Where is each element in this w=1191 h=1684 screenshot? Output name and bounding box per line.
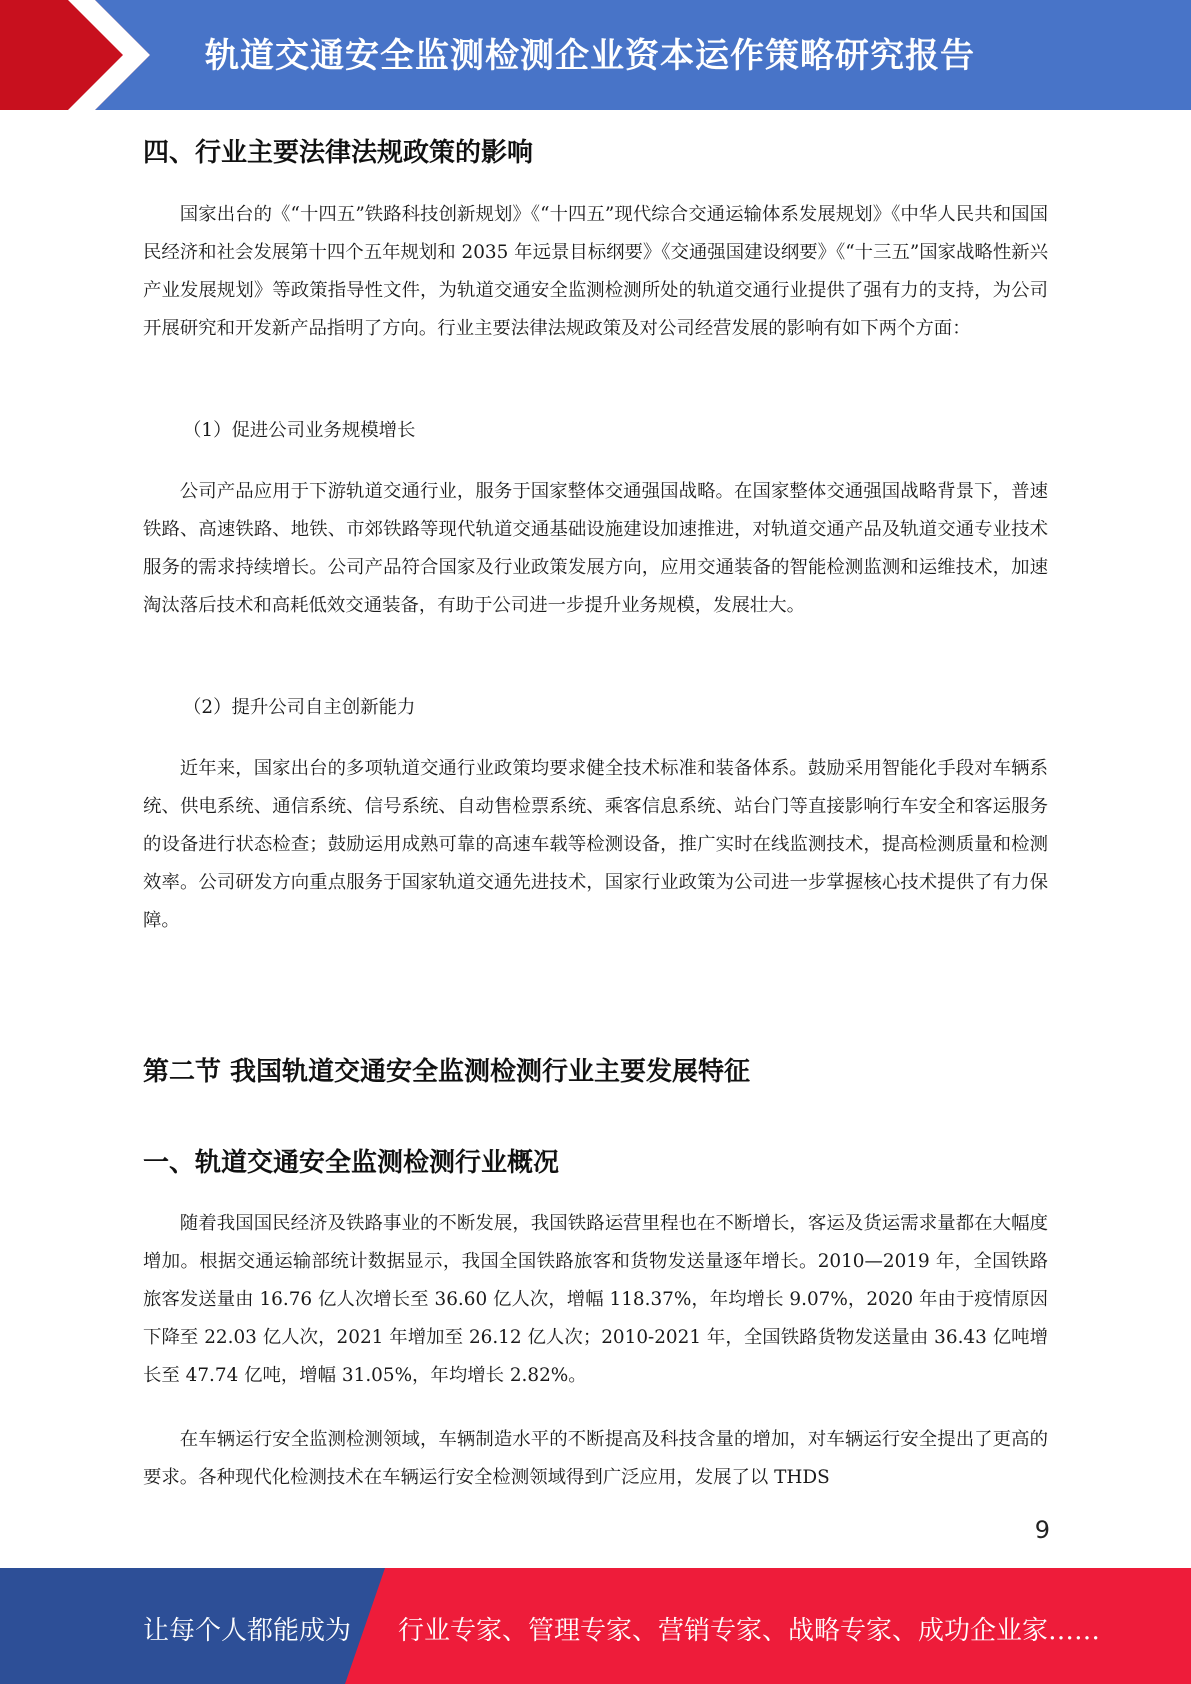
footer-slogan-right: 行业专家、管理专家、营销专家、战略专家、成功企业家…… [398,1616,1101,1646]
chapter-heading-section-two: 第二节 我国轨道交通安全监测检测行业主要发展特征 [143,1057,751,1087]
page-footer [0,1568,1191,1684]
paragraph-policy-intro: 国家出台的《“十四五”铁路科技创新规划》《“十四五”现代综合交通运输体系发展规划》《中华人民共和国国民经济和社会发展第十四个五年规划和 2035 年远景目标纲要》《交通强国建设纲要》《“十三五”国家战略性新兴产业发展规划》等政策指导性文件，为轨道交通安全监测检测所处的轨道交通行业提供了强有力的支持，为公司开展研究和开发新产品指明了方向。行业主要法律法规政策及对公司经营发展的影响有如下两个方面： [143,204,1048,339]
subheading-innovation: （2）提升公司自主创新能力 [183,697,416,718]
page-header [0,0,1191,110]
paragraph-innovation: 近年来，国家出台的多项轨道交通行业政策均要求健全技术标准和装备体系。鼓励采用智能化手段对车辆系统、供电系统、通信系统、信号系统、自动售检票系统、乘客信息系统、站台门等直接影响行车安全和客运服务的设备进行状态检查；鼓励运用成熟可靠的高速车载等检测设备，推广实时在线监测技术，提高检测质量和检测效率。公司研发方向重点服务于国家轨道交通先进技术，国家行业政策为公司进一步掌握核心技术提供了有力保障。 [143,758,1048,931]
report-title: 轨道交通安全监测检测企业资本运作策略研究报告 [205,36,975,76]
footer-slogan-left: 让每个人都能成为 [143,1616,352,1646]
paragraph-vehicle-safety: 在车辆运行安全监测检测领域，车辆制造水平的不断提高及科技含量的增加，对车辆运行安全提出了更高的要求。各种现代化检测技术在车辆运行安全检测领域得到广泛应用，发展了以 THDS [143,1429,1048,1488]
paragraph-industry-statistics: 随着我国国民经济及铁路事业的不断发展，我国铁路运营里程也在不断增长，客运及货运需求量都在大幅度增加。根据交通运输部统计数据显示，我国全国铁路旅客和货物发送量逐年增长。2010—2019 年，全国铁路旅客发送量由 16.76 亿人次增长至 36.60 亿人次，增幅 118.37%，年均增长 9.07%，2020 年由于疫情原因下降至 22.03 亿人次，2021 年增加至 26.12 亿人次；2010-2021 年，全国铁路货物发送量由 36.43 亿吨增长至 47.74 亿吨，增幅 31.05%，年均增长 2.82%。 [143,1213,1048,1386]
section-heading-industry-overview: 一、轨道交通安全监测检测行业概况 [143,1148,560,1178]
section-heading-policy-impact: 四、行业主要法律法规政策的影响 [143,138,534,168]
subheading-business-growth: （1）促进公司业务规模增长 [183,420,416,441]
page-number: 9 [1034,1516,1050,1544]
paragraph-business-growth: 公司产品应用于下游轨道交通行业，服务于国家整体交通强国战略。在国家整体交通强国战略背景下，普速铁路、高速铁路、地铁、市郊铁路等现代轨道交通基础设施建设加速推进，对轨道交通产品及轨道交通专业技术服务的需求持续增长。公司产品符合国家及行业政策发展方向，应用交通装备的智能检测监测和运维技术，加速淘汰落后技术和高耗低效交通装备，有助于公司进一步提升业务规模，发展壮大。 [143,481,1048,616]
